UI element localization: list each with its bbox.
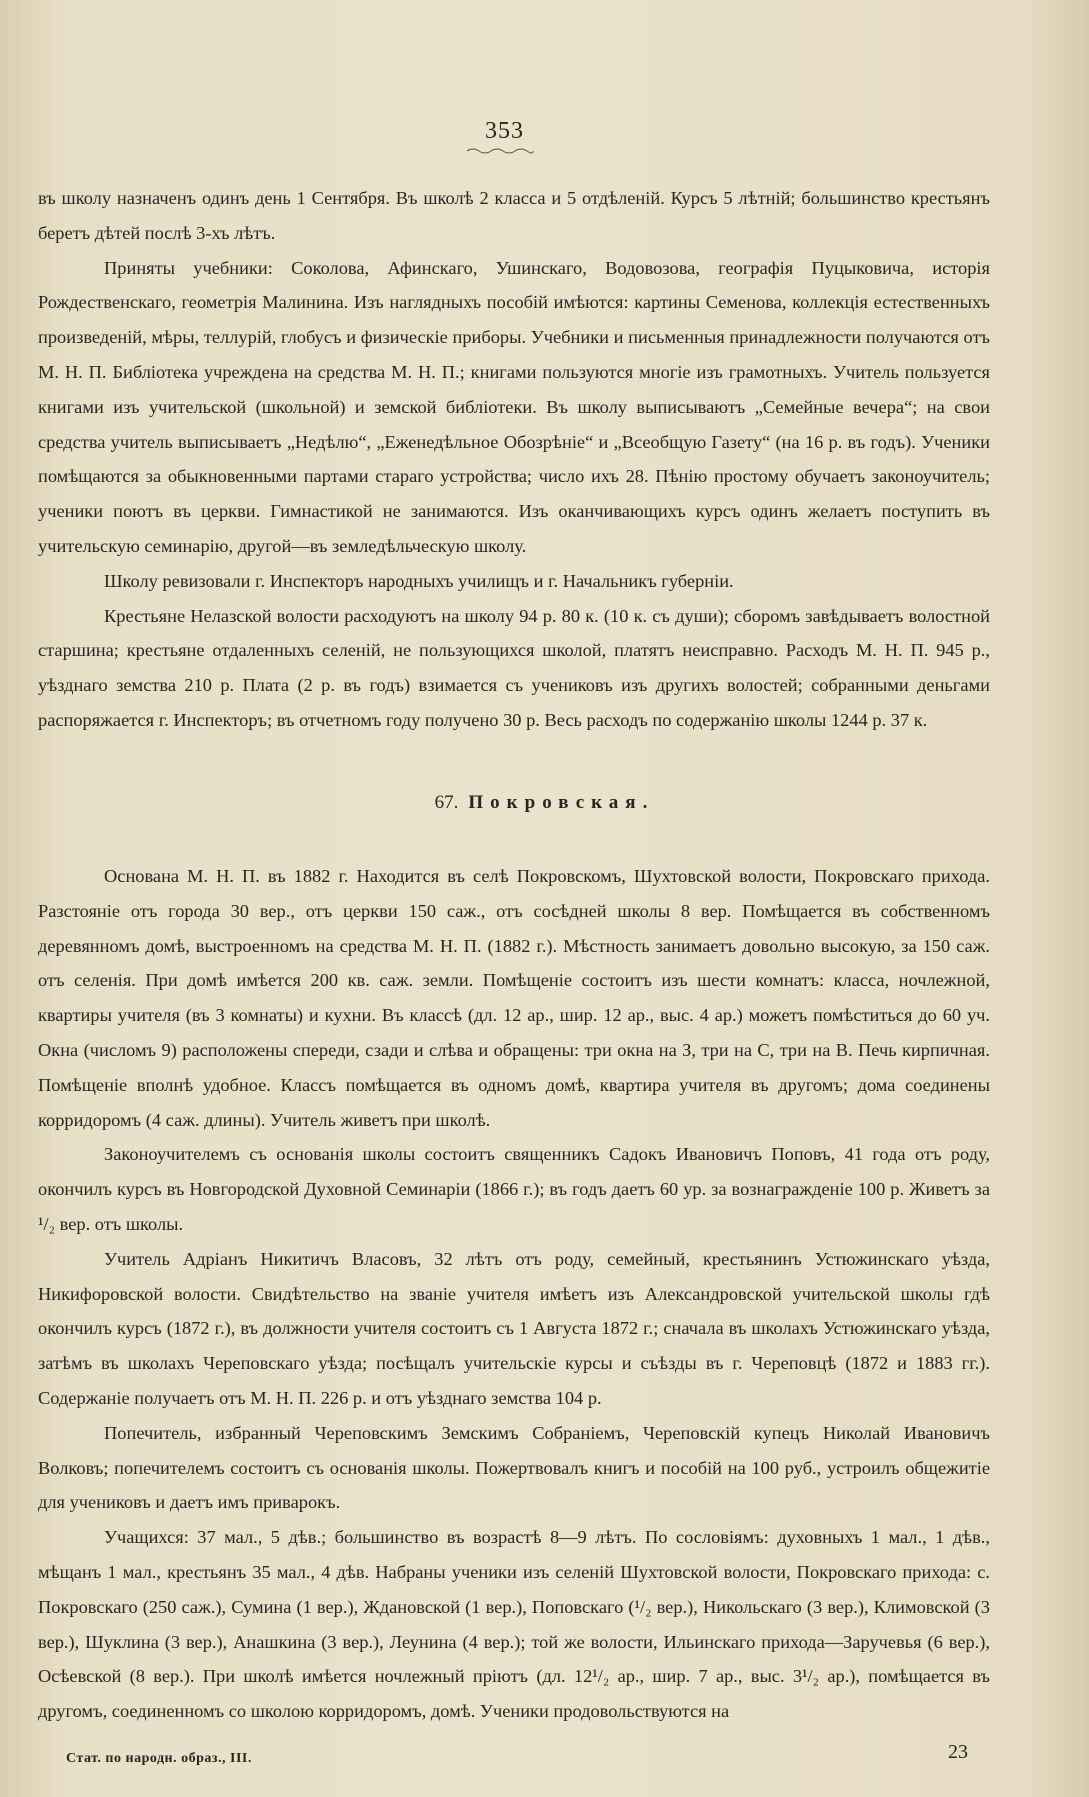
body-text-bottom: [38, 859, 990, 1729]
paragraph: Учащихся: 37 мал., 5 дѣв.; большинство въ возрастѣ 8—9 лѣтъ. По сословіямъ: духовныхъ 1 мал., 1 дѣв., мѣщанъ 1 мал., крестьянъ 35 мал., 4 дѣв. Набраны ученики изъ селеній Шухтовской волости, Покровскаго прихода: с. Покровскаго (250 саж.), Сумина (1 вер.), Ждановской (1 вер.), Поповскаго (¹/₂ вер.), Никольскаго (3 вер.), Климовской (3 вер.), Шуклина (3 вер.), Анашкина (3 вер.), Леунина (4 вер.); той же волости, Ильинскаго прихода—Заручевья (6 вер.), Осѣевской (8 вер.). При школѣ имѣется ночлежный пріютъ (дл. 12¹/₂ ар., шир. 7 ар., выс. 3¹/₂ ар.), помѣщается въ другомъ, соединенномъ со школою корридоромъ, домѣ. Ученики продовольствуются на: [38, 1527, 990, 1722]
paragraph: Попечитель, избранный Череповскимъ Земскимъ Собраніемъ, Череповскій купецъ Николай Ивановичъ Волковъ; попечителемъ состоитъ съ основанія школы. Пожертвовалъ книгъ и пособій на 100 руб., устроилъ общежитіе для учениковъ и даетъ имъ приварокъ.: [38, 1422, 990, 1513]
paragraph: въ школу назначенъ одинъ день 1 Сентября. Въ школѣ 2 класса и 5 отдѣленій. Курсъ 5 лѣтній; большинство крестьянъ беретъ дѣтей послѣ 3-хъ лѣтъ.: [38, 188, 990, 243]
footer-sheet-number: 23: [948, 1741, 968, 1763]
page-number: 353: [485, 118, 524, 144]
section-number: 67.: [434, 792, 459, 813]
paragraph: Законоучителемъ съ основанія школы состоитъ священникъ Садокъ Ивановичъ Поповъ, 41 года отъ роду, окончилъ курсъ въ Новгородской Духовной Семинаріи (1866 г.); въ годъ даетъ 60 ур. за вознагражденіе 100 р. Живетъ за ¹/₂ вер. отъ школы.: [38, 1144, 990, 1234]
paragraph: Учитель Адріанъ Никитичъ Власовъ, 32 лѣтъ отъ роду, семейный, крестьянинъ Устюжинскаго уѣзда, Никифоровской волости. Свидѣтельство на званіе учителя имѣетъ изъ Александровской учительской школы гдѣ окончилъ курсъ (1872 г.), въ должности учителя состоитъ съ 1 Августа 1872 г.; сначала въ школахъ Устюжинскаго уѣзда, затѣмъ въ школахъ Череповскаго уѣзда; посѣщалъ учительскіе курсы и съѣзды въ г. Череповцѣ (1872 и 1883 гг.). Содержаніе получаетъ отъ М. Н. П. 226 р. и отъ уѣзднаго земства 104 р.: [38, 1248, 990, 1408]
paragraph: Основана М. Н. П. въ 1882 г. Находится въ селѣ Покровскомъ, Шухтовской волости, Покровскаго прихода. Разстояніе отъ города 30 вер., отъ церкви 150 саж., отъ сосѣдней школы 8 вер. Помѣщается въ собственномъ деревянномъ домѣ, выстроенномъ на средства М. Н. П. (1882 г.). Мѣстность занимаетъ довольно высокую, за 150 саж. отъ селенія. При домѣ имѣется 200 кв. саж. земли. Помѣщеніе состоитъ изъ шести комнатъ: класса, ночлежной, квартиры учителя (въ 3 комнаты) и кухни. Въ классѣ (дл. 12 ар., шир. 12 ар., выс. 4 ар.) можетъ помѣститься до 60 уч. Окна (числомъ 9) расположены спереди, сзади и слѣва и обращены: три окна на З, три на С, три на В. Печь кирпичная. Помѣщеніе вполнѣ удобное. Классъ помѣщается въ одномъ домѣ, квартира учителя въ другомъ; дома соединены корридоромъ (4 саж. длины). Учитель живетъ при школѣ.: [38, 866, 990, 1130]
section-heading: [0, 792, 1089, 814]
paragraph: Приняты учебники: Соколова, Афинскаго, Ушинскаго, Водовозова, географія Пуцыковича, исторія Рождественскаго, геометрія Малинина. Изъ наглядныхъ пособій имѣются: картины Семенова, коллекція естественныхъ произведеній, мѣры, теллурій, глобусъ и физическіе приборы. Учебники и письменныя принадлежности получаются отъ М. Н. П. Библіотека учреждена на средства М. Н. П.; книгами пользуются многіе изъ грамотныхъ. Учитель пользуется книгами изъ учительской (школьной) и земской библіотеки. Въ школу выписываютъ „Семейные вечера“; на свои средства учитель выписываетъ „Недѣлю“, „Еженедѣльное Обозрѣніе“ и „Всеобщую Газету“ (на 16 р. въ годъ). Ученики помѣщаются за обыкновенными партами стараго устройства; число ихъ 28. Пѣнію простому обучаетъ законоучитель; ученики поютъ въ церкви. Гимнастикой не занимаются. Изъ оканчивающихъ курсъ одинъ желаетъ поступить въ учительскую семинарію, другой—въ земледѣльческую школу.: [38, 257, 990, 556]
page-number-ornament: [465, 146, 535, 156]
body-text-top: [38, 181, 990, 738]
footer-signature: Стат. по народн. образ., III.: [66, 1751, 252, 1766]
paragraph: Крестьяне Нелазской волости расходуютъ на школу 94 р. 80 к. (10 к. съ души); сборомъ завѣдываетъ волостной старшина; крестьяне отдаленныхъ селеній, не пользующихся школой, платятъ неисправно. Расходъ М. Н. П. 945 р., уѣзднаго земства 210 р. Плата (2 р. въ годъ) взимается съ учениковъ изъ другихъ волостей; собранными деньгами распоряжается г. Инспекторъ; въ отчетномъ году получено 30 р. Весь расходъ по содержанію школы 1244 р. 37 к.: [38, 605, 990, 730]
section-title: Покровская.: [468, 792, 655, 813]
paragraph: Школу ревизовали г. Инспекторъ народныхъ училищъ и г. Начальникъ губерніи.: [104, 570, 734, 591]
